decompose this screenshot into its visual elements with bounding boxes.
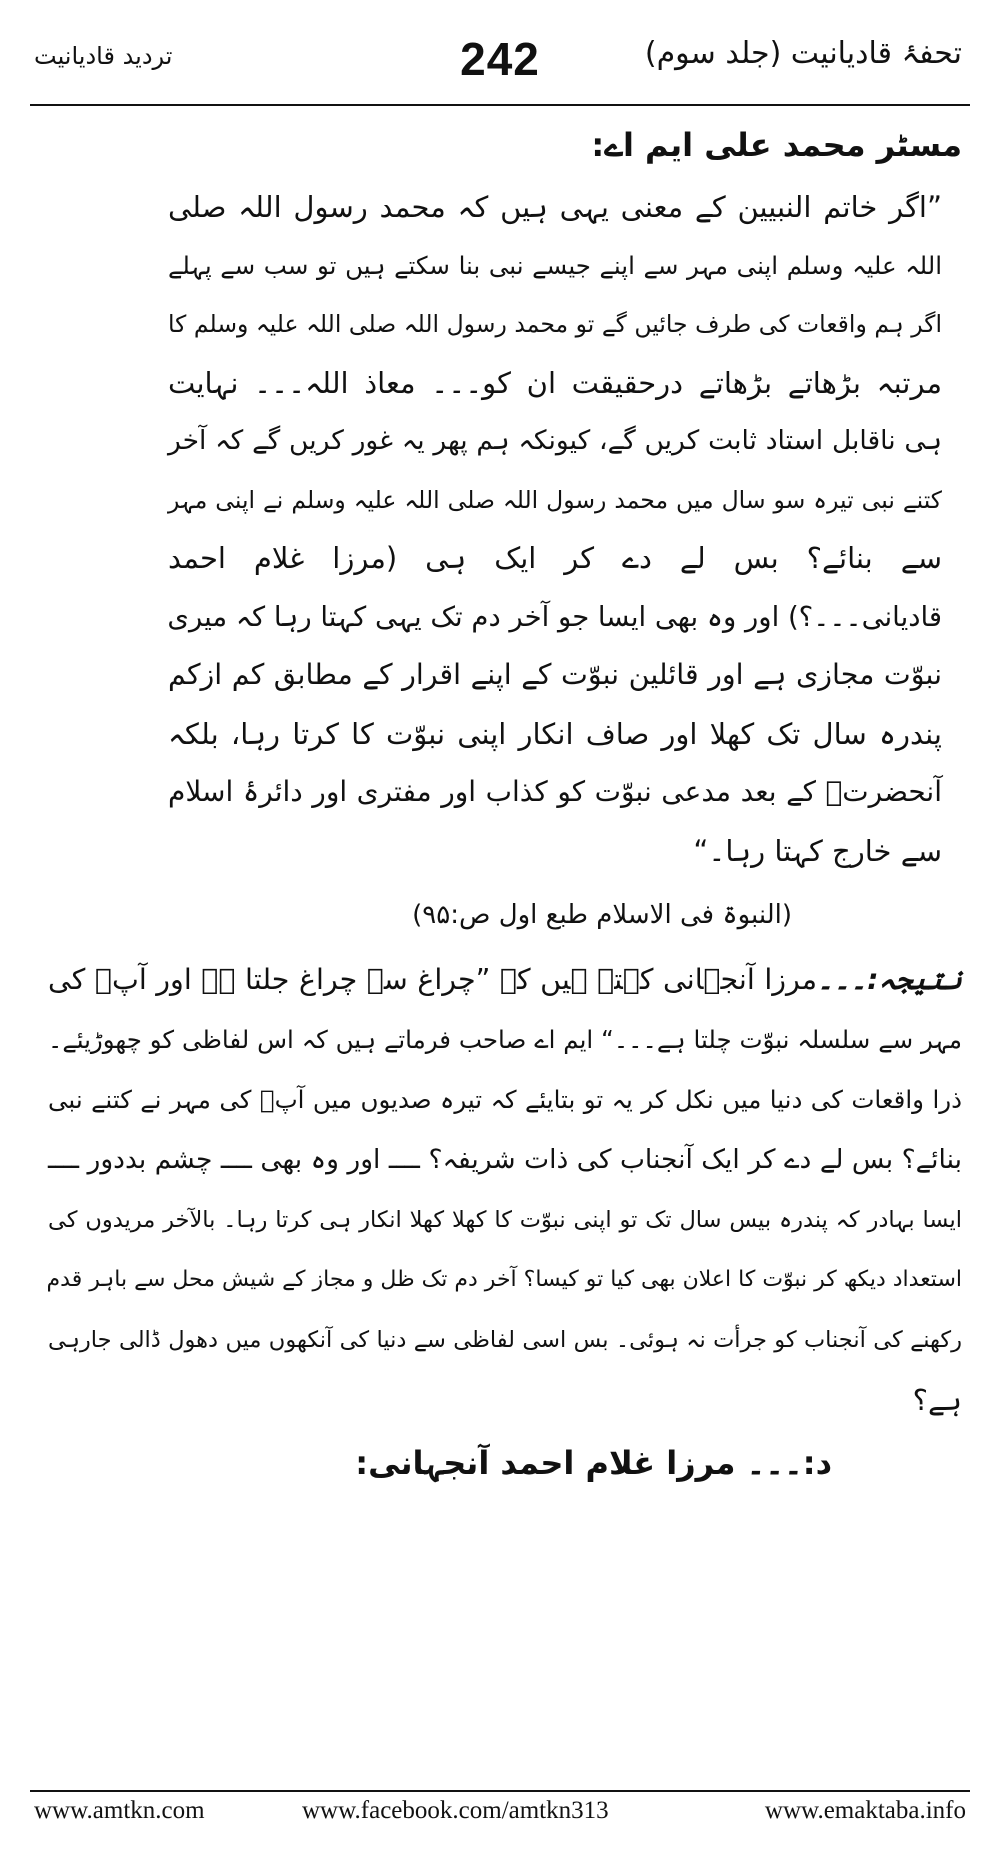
quote-line: ہی ناقابل استاد ثابت کریں گے، کیونکہ ہم پھر یہ غور کریں گے کہ آخر	[168, 425, 942, 456]
paragraph-line	[48, 950, 962, 1010]
speaker-heading: مسٹر محمد علی ایم اے:	[591, 126, 962, 164]
paragraph-line: بنائے؟ بس لے دے کر ایک آنجناب کی ذات شریفہ؟ ــــ اور وہ بھی ــــ چشم بددور ــــ	[48, 1144, 962, 1175]
paragraph-line: مہر سے سلسلہ نبوّت چلتا ہے۔۔۔“ ایم اے صاحب فرماتے ہیں کہ اس لفاظی کو چھوڑیئے۔	[48, 1025, 962, 1054]
quote-line: قادیانی۔۔۔؟) اور وہ بھی ایسا جو آخر دم تک یہی کہتا رہا کہ میری	[167, 600, 942, 633]
footer-link-amtkn[interactable]: www.amtkn.com	[34, 1797, 205, 1824]
section-heading: د:۔۔۔ مرزا غلام احمد آنجہانی:	[355, 1444, 832, 1482]
page-header	[30, 28, 970, 106]
footer-link-facebook[interactable]: www.facebook.com/amtkn313	[302, 1797, 609, 1824]
quote-line: سے خارج کہتا رہا۔“	[693, 833, 942, 868]
footer-link-emaktaba[interactable]: www.emaktaba.info	[764, 1797, 966, 1824]
quote-line: آنحضرتؐ کے بعد مدعی نبوّت کو کذاب اور مفتری اور دائرۂ اسلام	[168, 775, 942, 808]
section-title: تردید قادیانیت	[34, 42, 173, 70]
paragraph-line: ذرا واقعات کی دنیا میں نکل کر یہ تو بتایئے کہ تیرہ صدیوں میں آپؐ کی مہر نے کتنے نبی	[48, 1085, 962, 1114]
paragraph-line: ایسا بہادر کہ پندرہ بیس سال تک تو اپنی نبوّت کا کھلا کھلا انکار ہی کرتا رہا۔ بالآخر مریدوں کی	[48, 1207, 962, 1233]
conclusion-label: نتیجہ:۔۔۔	[817, 963, 962, 996]
quote-block	[48, 178, 962, 880]
quote-line: ”اگر خاتم النبیین کے معنی یہی ہیں کہ محمد رسول اللہ صلی	[168, 190, 942, 224]
paragraph-line: استعداد دیکھ کر نبوّت کا اعلان بھی کیا تو کیسا؟ آخر دم تک ظل و مجاز کے شیش محل سے باہر قدم	[46, 1267, 962, 1292]
paragraph-line-text: مرزا آنجہانی کہتے ہیں کہ ”چراغ سے چراغ جلتا ہے اور آپؐ کی	[48, 963, 817, 996]
page-content	[48, 112, 962, 1496]
quote-line: کتنے نبی تیرہ سو سال میں محمد رسول اللہ صلی اللہ علیہ وسلم نے اپنی مہر	[168, 485, 942, 514]
book-title: تحفۂ قادیانیت (جلد سوم)	[644, 36, 962, 71]
quote-line: مرتبہ بڑھاتے بڑھاتے درحقیقت ان کو۔۔۔ معاذ اللہ۔۔۔ نہایت	[168, 365, 942, 400]
quote-line: پندرہ سال تک کھلا اور صاف انکار اپنی نبوّت کا کرتا رہا، بلکہ	[168, 716, 942, 751]
paragraph-line: رکھنے کی آنجناب کو جرأت نہ ہوئی۔ بس اسی لفاظی سے دنیا کی آنکھوں میں دھول ڈالی جارہی	[48, 1327, 962, 1353]
footer-divider	[30, 1790, 970, 1792]
page-number: 242	[460, 33, 540, 85]
conclusion-paragraph	[48, 950, 962, 1430]
header-divider	[30, 104, 970, 106]
quote-line: نبوّت مجازی ہے اور قائلین نبوّت کے اپنے اقرار کے مطابق کم ازکم	[168, 658, 942, 691]
quote-line: سے بنائے؟ بس لے دے کر ایک ہی (مرزا غلام احمد	[168, 541, 942, 575]
citation: (النبوۃ فی الاسلام طبع اول ص:۹۵)	[412, 900, 792, 930]
paragraph-line: ہے؟	[912, 1383, 962, 1417]
page-footer	[34, 1797, 966, 1837]
quote-line: اللہ علیہ وسلم اپنی مہر سے اپنے جیسے نبی بنا سکتے ہیں تو سب سے پہلے	[168, 250, 942, 280]
quote-line: اگر ہم واقعات کی طرف جائیں گے تو محمد رسول اللہ صلی اللہ علیہ وسلم کا	[168, 310, 942, 338]
